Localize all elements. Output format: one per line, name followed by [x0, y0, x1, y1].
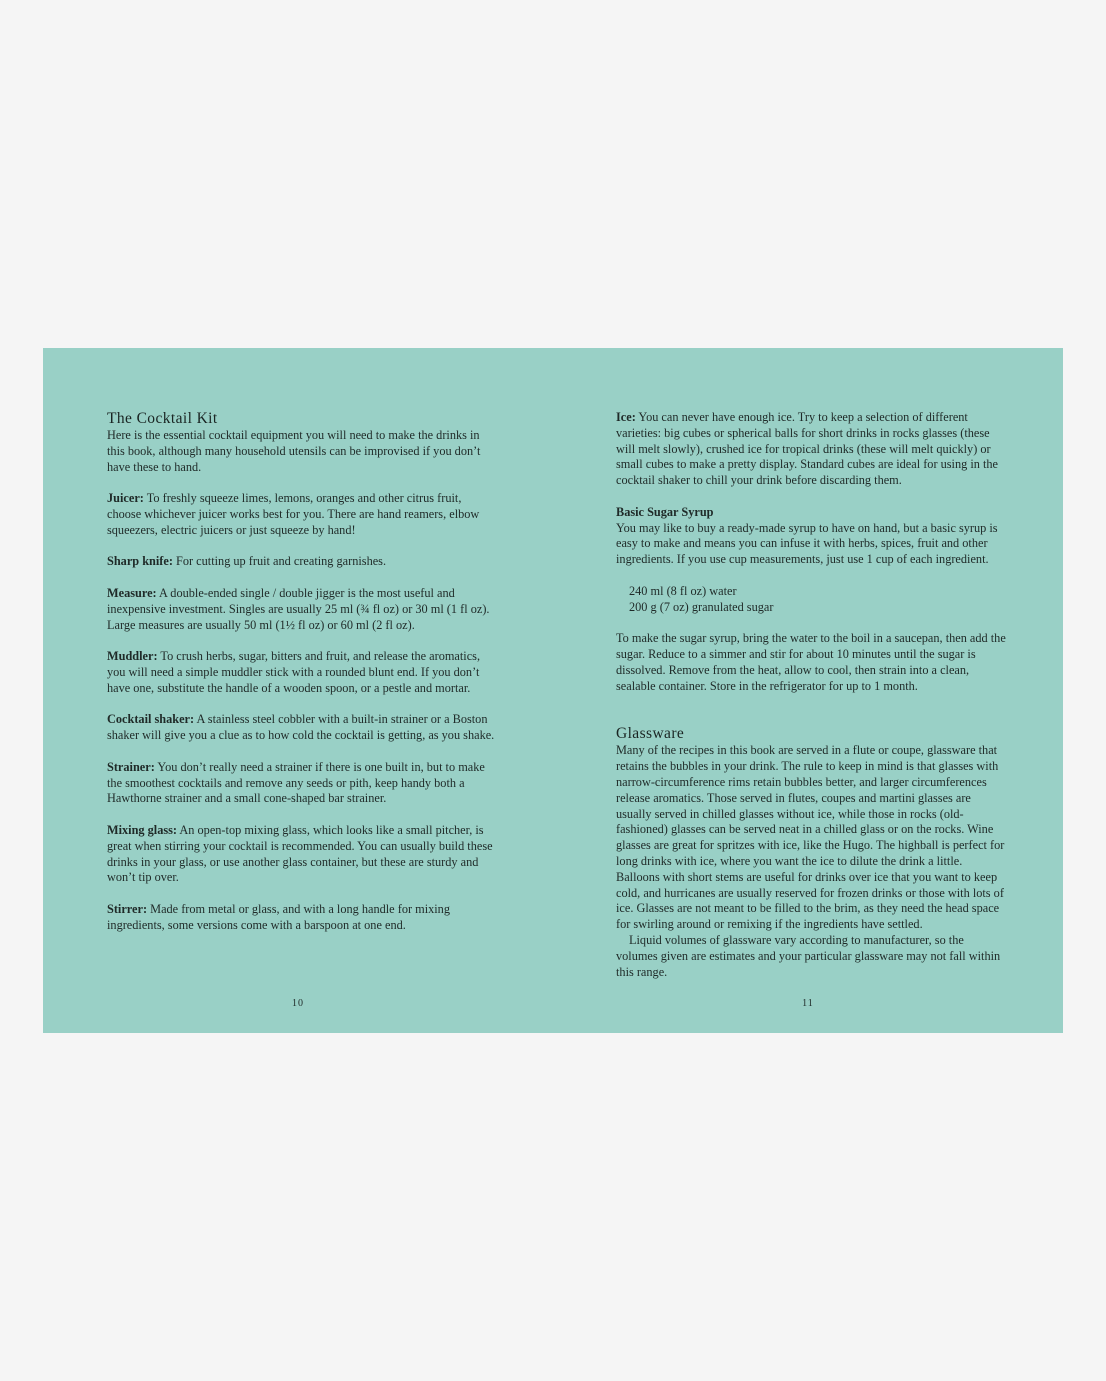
ingredient-line: 240 ml (8 fl oz) water	[629, 583, 737, 598]
equipment-item-stirrer	[107, 902, 497, 934]
right-page	[616, 410, 1008, 980]
equipment-description: To crush herbs, sugar, bitters and fruit, and release the aromatics, you will need a simple muddler stick with a rounded blunt end. If you don’t have one, substitute the handle of a wooden spoon, or a pestle and mortar.	[107, 649, 481, 695]
ingredient-list	[616, 584, 1008, 616]
equipment-item-cocktail-shaker	[107, 712, 497, 744]
equipment-description: An open-top mixing glass, which looks like a small pitcher, is great when stirring your cocktail is recommended. You can usually build these drinks in your glass, or use another glass container, but these are sturdy and won’t tip over.	[107, 822, 493, 885]
equipment-item-muddler	[107, 649, 497, 696]
equipment-item-juicer	[107, 491, 497, 538]
book-spread	[43, 348, 1063, 1033]
equipment-term: Juicer:	[107, 491, 144, 506]
cocktail-kit-intro: Here is the essential cocktail equipment you will need to make the drinks in this book, although many household utensils can be improvised if you don’t have these to hand.	[107, 428, 481, 474]
glassware-body: Many of the recipes in this book are served in a flute or coupe, glassware that retains the bubbles in your drink. The rule to keep in mind is that glasses with narrow-circumference rims retain bubbles better, and larger circumferences release aromatics. Those served in flutes, coupes and martini glasses are usually served in chilled glasses without ice, while those in rocks (old-fashioned) glasses can be served neat in a chilled glass or on the rocks. Wine glasses are great for spritzes with ice, like the Hugo. The highball is perfect for long drinks with ice, where you want the ice to dilute the drink a little. Balloons with short stems are useful for drinks over ice that you want to keep cold, and hurricanes are usually reserved for frozen drinks or those with lots of ice. Glasses are not meant to be filled to the brim, as they need the head space for swirling around or remixing if the ingredients have settled.	[616, 743, 1005, 932]
equipment-term: Muddler:	[107, 649, 158, 664]
equipment-description: A stainless steel cobbler with a built-in strainer or a Boston shaker will give you a clue as to how cold the cocktail is getting, as you shake.	[107, 712, 495, 743]
sugar-syrup-intro: You may like to buy a ready-made syrup to have on hand, but a basic syrup is easy to make and means you can infuse it with herbs, spices, fruit and other ingredients. If you use cup measurements, just use 1 cup of each ingredient.	[616, 520, 998, 567]
equipment-term: Stirrer:	[107, 901, 148, 916]
glassware-heading: Glassware	[616, 725, 685, 743]
equipment-description: You can never have enough ice. Try to keep a selection of different varieties: big cubes or spherical balls for short drinks in rocks glasses (these will melt slowly), crushed ice for tropical drinks (these will melt quickly) or small cubes to make a pretty display. Standard cubes are ideal for using in the cocktail shaker to chill your drink before discarding them.	[616, 410, 999, 488]
equipment-item-mixing-glass	[107, 823, 497, 886]
equipment-description: For cutting up fruit and creating garnishes.	[172, 554, 387, 569]
equipment-term: Measure:	[107, 585, 157, 600]
equipment-term: Cocktail shaker:	[107, 712, 195, 727]
left-page	[107, 410, 497, 934]
equipment-description: Made from metal or glass, and with a long handle for mixing ingredients, some versions come with a barspoon at one end.	[107, 901, 450, 932]
sugar-syrup-method: To make the sugar syrup, bring the water to the boil in a saucepan, then add the sugar. Reduce to a simmer and stir for about 10 minutes until the sugar is dissolved. Remove from the heat, allow to cool, then strain into a clean, sealable container. Store in the refrigerator for up to 1 month.	[616, 631, 1006, 693]
equipment-item-ice	[616, 410, 1008, 489]
cocktail-kit-heading: The Cocktail Kit	[107, 410, 218, 427]
equipment-term: Ice:	[616, 410, 636, 424]
equipment-item-measure	[107, 586, 497, 633]
page-number-left: 10	[292, 998, 304, 1009]
ingredient-line: 200 g (7 oz) granulated sugar	[629, 599, 774, 614]
equipment-term: Mixing glass:	[107, 822, 178, 837]
equipment-description: To freshly squeeze limes, lemons, oranges and other citrus fruit, choose whichever juicer works best for you. There are hand reamers, elbow squeezers, electric juicers or just squeeze by hand!	[107, 491, 480, 537]
sugar-syrup-heading: Basic Sugar Syrup	[616, 504, 714, 519]
equipment-item-sharp-knife	[107, 554, 497, 570]
equipment-term: Sharp knife:	[107, 554, 173, 569]
glassware-note: Liquid volumes of glassware vary according to manufacturer, so the volumes given are estimates and your particular glassware may not fall within this range.	[616, 932, 1001, 979]
page-number-right: 11	[802, 998, 814, 1009]
equipment-description: A double-ended single / double jigger is the most useful and inexpensive investment. Singles are usually 25 ml (¾ fl oz) or 30 ml (1 fl oz). Large measures are usually 50 ml (1½ fl oz) or 60 ml (2 fl oz).	[107, 585, 490, 632]
equipment-term: Strainer:	[107, 759, 155, 774]
equipment-item-strainer	[107, 760, 497, 807]
equipment-description: You don’t really need a strainer if there is one built in, but to make the smoothest cocktails and remove any seeds or pith, keep handy both a Hawthorne strainer and a small cone-shaped bar strainer.	[107, 759, 485, 806]
